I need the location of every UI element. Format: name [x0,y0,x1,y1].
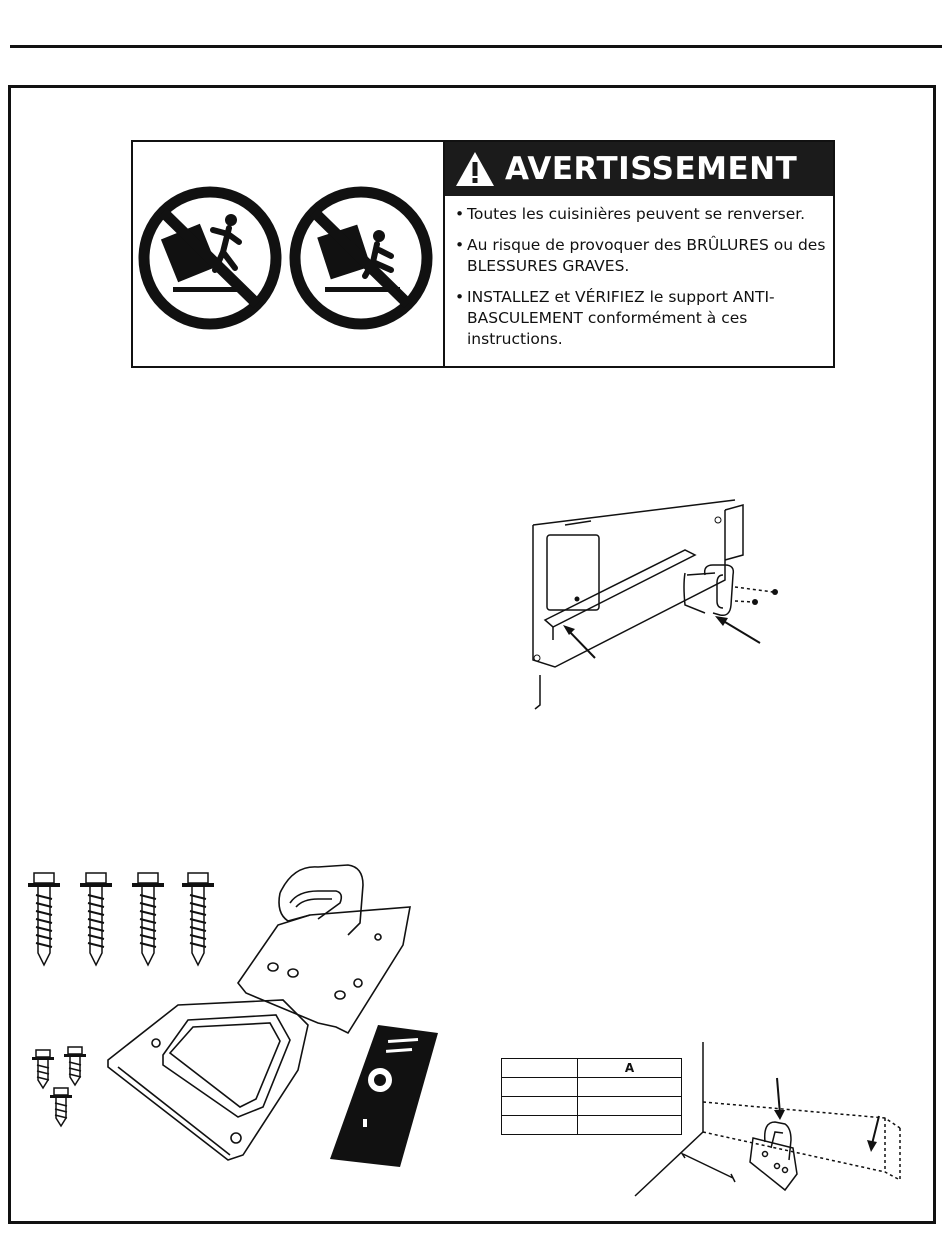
warning-bullet: • Au risque de provoquer des BRÛLURES ou des BLESSURES GRAVES. [455,235,835,277]
warning-list [455,204,835,360]
kit-parts-illustration [18,855,458,1170]
long-screw-icon [132,873,164,965]
warning-header [445,142,833,196]
table-header [502,1059,578,1078]
warning-bullet: • INSTALLEZ et VÉRIFIEZ le support ANTI-BASCULEMENT conformément à ces instructions. [455,287,835,350]
bracket-installation-illustration [625,1040,915,1200]
table-header: A [578,1059,682,1078]
wall-bracket-icon [238,865,410,1033]
page-top-rule [10,45,942,48]
no-sitting-on-door-icon [295,192,427,324]
short-screw-icon [50,1088,72,1126]
template-card-icon [330,1025,438,1167]
warning-pictograms [133,142,444,366]
long-screw-icon [80,873,112,965]
table-cell [502,1097,578,1116]
short-screw-icon [32,1050,54,1088]
warning-bullet: • Toutes les cuisinières peuvent se renverser. [455,204,835,225]
warning-triangle-icon [455,151,495,187]
no-climbing-on-door-icon [144,192,276,324]
table-cell [502,1116,578,1135]
warning-label [131,140,835,368]
long-screw-icon [182,873,214,965]
long-screw-icon [28,873,60,965]
table-cell [502,1078,578,1097]
range-rear-bracket-illustration [525,495,785,710]
floor-bracket-icon [108,1000,308,1160]
short-screw-icon [64,1047,86,1085]
warning-title: AVERTISSEMENT [505,151,798,187]
